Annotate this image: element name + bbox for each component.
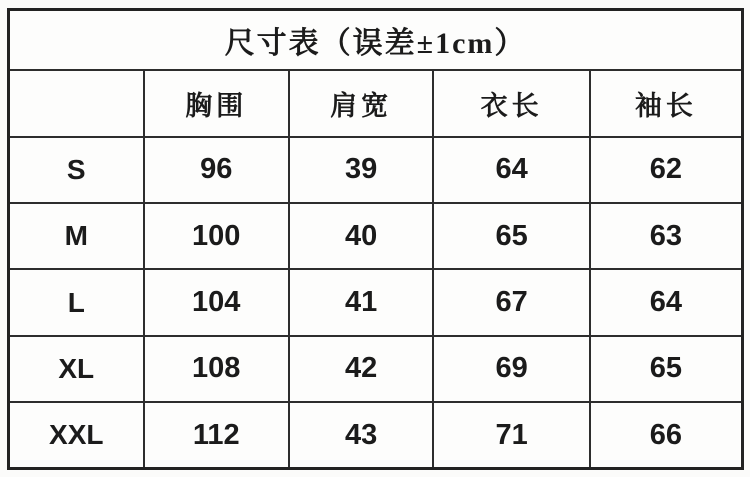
chest-value: 100 — [144, 203, 289, 269]
column-header-sleeve: 袖长 — [590, 70, 743, 136]
sleeve-value: 66 — [590, 402, 743, 468]
chest-value: 104 — [144, 269, 289, 335]
sleeve-value: 65 — [590, 336, 743, 402]
table-row-s — [9, 137, 743, 203]
sleeve-value: 63 — [590, 203, 743, 269]
size-label: L — [9, 269, 144, 335]
column-header-shoulder: 肩宽 — [289, 70, 434, 136]
table-row-xxl — [9, 402, 743, 468]
length-value: 71 — [433, 402, 589, 468]
shoulder-value: 43 — [289, 402, 434, 468]
size-label: S — [9, 137, 144, 203]
shoulder-value: 41 — [289, 269, 434, 335]
size-label: XXL — [9, 402, 144, 468]
header-row — [9, 70, 743, 136]
size-chart-title: 尺寸表（误差±1cm） — [9, 10, 743, 71]
shoulder-value: 42 — [289, 336, 434, 402]
size-label: XL — [9, 336, 144, 402]
length-value: 69 — [433, 336, 589, 402]
table-row-xl — [9, 336, 743, 402]
sleeve-value: 64 — [590, 269, 743, 335]
chest-value: 112 — [144, 402, 289, 468]
size-chart-table — [7, 8, 744, 470]
chest-value: 96 — [144, 137, 289, 203]
column-header-chest: 胸围 — [144, 70, 289, 136]
table-row-m — [9, 203, 743, 269]
length-value: 64 — [433, 137, 589, 203]
size-label: M — [9, 203, 144, 269]
title-row — [9, 10, 743, 71]
shoulder-value: 39 — [289, 137, 434, 203]
table-row-l — [9, 269, 743, 335]
length-value: 65 — [433, 203, 589, 269]
column-header-length: 衣长 — [433, 70, 589, 136]
length-value: 67 — [433, 269, 589, 335]
chest-value: 108 — [144, 336, 289, 402]
column-header-blank — [9, 70, 144, 136]
shoulder-value: 40 — [289, 203, 434, 269]
sleeve-value: 62 — [590, 137, 743, 203]
